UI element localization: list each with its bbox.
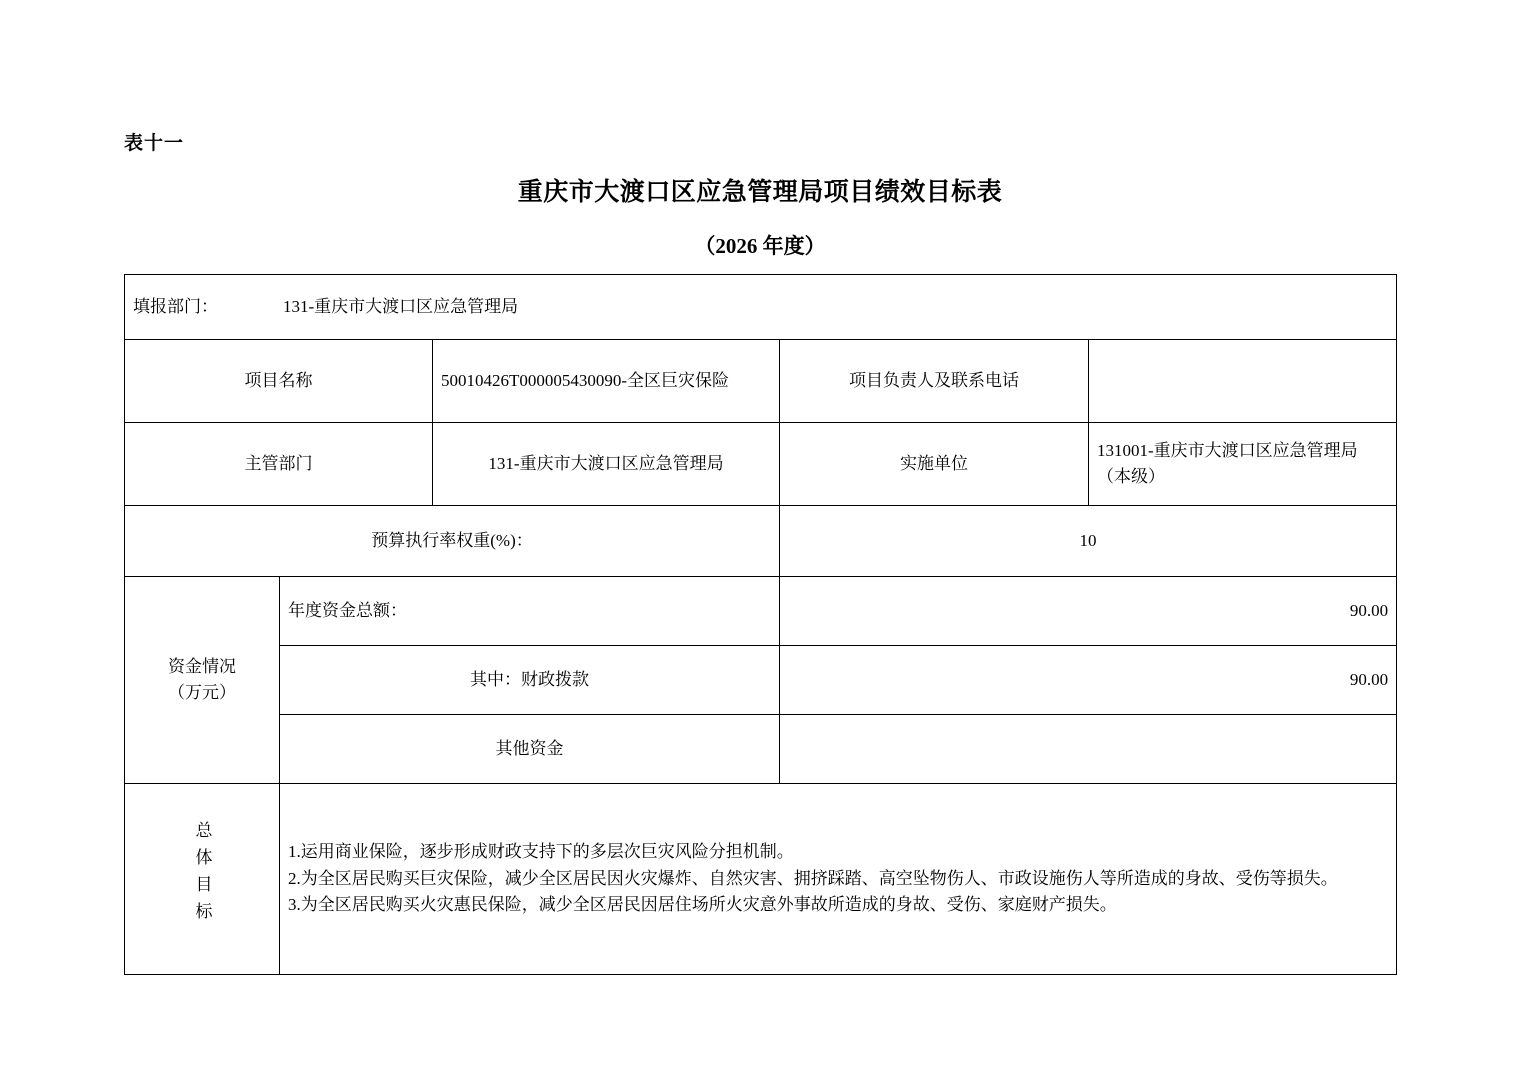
fiscal-appropriation-value: 90.00 (780, 646, 1397, 715)
implementing-unit-value: 131001-重庆市大渡口区应急管理局（本级） (1089, 423, 1397, 506)
overall-goal-item: 1.运用商业保险，逐步形成财政支持下的多层次巨灾风险分担机制。 (288, 842, 794, 862)
implementing-unit-label: 实施单位 (780, 423, 1089, 506)
table-row-reporting-department (125, 275, 1397, 340)
page-subtitle: （2026 年度） (694, 234, 826, 258)
table-row-fiscal-appropriation (125, 646, 1397, 715)
page-title: 重庆市大渡口区应急管理局项目绩效目标表 (517, 179, 1003, 206)
project-name-label: 项目名称 (125, 340, 433, 423)
table-row-other-funds (125, 715, 1397, 784)
other-funds-label: 其他资金 (280, 715, 780, 784)
supervising-department-label: 主管部门 (125, 423, 433, 506)
table-row-annual-total (125, 577, 1397, 646)
table-row-supervising-department (125, 423, 1397, 506)
reporting-department-cell (125, 275, 1397, 340)
table-row-project-name (125, 340, 1397, 423)
project-name-value: 50010426T000005430090-全区巨灾保险 (433, 340, 780, 423)
reporting-department-label: 填报部门： (133, 296, 218, 316)
annual-total-label: 年度资金总额： (280, 577, 780, 646)
overall-goal-content (280, 784, 1397, 975)
supervising-department-value: 131-重庆市大渡口区应急管理局 (433, 423, 780, 506)
overall-goal-item: 2.为全区居民购买巨灾保险，减少全区居民因火灾爆炸、自然灾害、拥挤踩踏、高空坠物伤人、市政设施伤人等所造成的身故、受伤等损失。 (288, 868, 1338, 888)
table-label: 表十一 (124, 133, 185, 154)
funding-label-line2: （万元） (168, 683, 236, 702)
overall-goal-label: 总体目标 (192, 820, 212, 929)
fiscal-appropriation-label: 其中：财政拨款 (280, 646, 780, 715)
budget-execution-weight-label: 预算执行率权重(%)： (125, 506, 780, 577)
overall-goal-item: 3.为全区居民购买火灾惠民保险，减少全区居民因居住场所火灾意外事故所造成的身故、受伤、家庭财产损失。 (288, 895, 1117, 915)
funding-label (125, 577, 280, 784)
table-row-budget-execution-weight (125, 506, 1397, 577)
funding-label-line1: 资金情况 (168, 656, 236, 676)
reporting-department-value: 131-重庆市大渡口区应急管理局 (283, 296, 519, 316)
budget-execution-weight-value: 10 (780, 506, 1397, 577)
project-owner-value (1089, 340, 1397, 423)
project-owner-label: 项目负责人及联系电话 (780, 340, 1089, 423)
overall-goal-label-cell (125, 784, 280, 975)
annual-total-value: 90.00 (780, 577, 1397, 646)
other-funds-value (780, 715, 1397, 784)
table-row-overall-goal (125, 784, 1397, 975)
performance-goal-table (124, 274, 1397, 975)
